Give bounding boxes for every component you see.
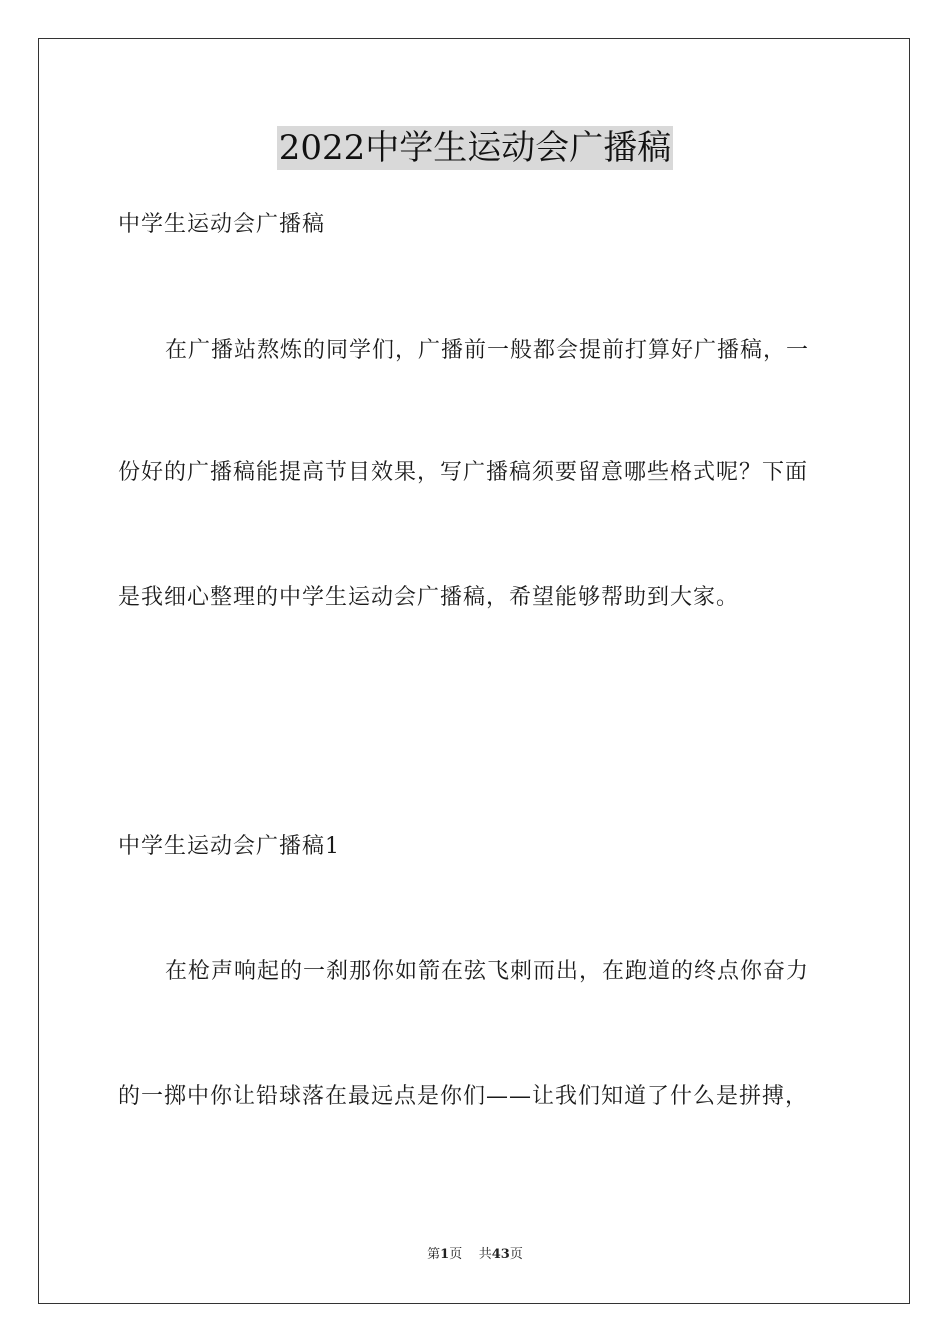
footer-total-pages: 43 [491,1247,510,1262]
footer-page-suffix: 页 [449,1247,463,1262]
page-footer [0,1246,950,1264]
intro-paragraph-line-3: 是我细心整理的中学生运动会广播稿，希望能够帮助到大家。 [118,585,740,610]
section-heading: 中学生运动会广播稿1 [118,834,340,859]
title-container [0,126,950,170]
footer-total-suffix: 页 [509,1247,523,1262]
intro-paragraph-line-2: 份好的广播稿能提高节目效果，写广播稿须要留意哪些格式呢？下面 [118,460,809,485]
footer-total-prefix: 共 [478,1247,492,1262]
intro-paragraph-line-1: 在广播站熬炼的同学们，广播前一般都会提前打算好广播稿，一 [165,338,810,363]
document-subtitle: 中学生运动会广播稿 [118,212,326,237]
section-paragraph-line-1: 在枪声响起的一刹那你如箭在弦飞刺而出，在跑道的终点你奋力 [165,959,810,984]
document-title: 2022中学生运动会广播稿 [278,128,672,168]
footer-page-number: 1 [440,1247,450,1262]
footer-page-prefix: 第 [427,1247,441,1262]
section-paragraph-line-2: 的一掷中你让铅球落在最远点是你们——让我们知道了什么是拼搏， [118,1084,809,1109]
